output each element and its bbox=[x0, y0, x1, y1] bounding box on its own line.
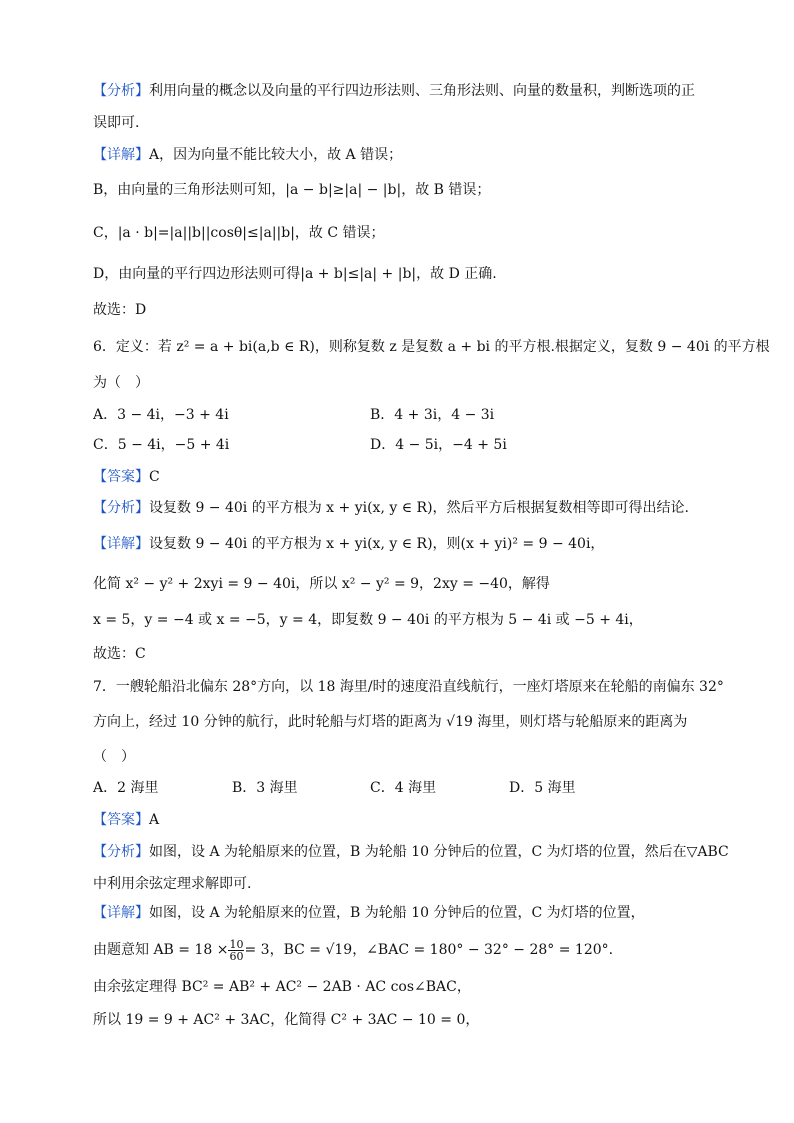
q7-analysis-2: 中利用余弦定理求解即可. bbox=[93, 876, 252, 892]
selection-line: 故选：D bbox=[93, 302, 147, 318]
q6-detail-2: 化简 x² − y² + 2xyi = 9 − 40i，所以 x² − y² = 9，2xy = −40，解得 bbox=[93, 576, 550, 592]
q7-detail-2: 由题意知 AB = 18 × $\frac{10}{60}$ = 3，BC = √19，∠BAC = 180° − 32° − 28° = 120°. bbox=[93, 937, 614, 963]
q6-detail: 【详解】设复数 9 − 40i 的平方根为 x + yi(x, y ∈ R)，则(x + yi)² = 9 − 40i， bbox=[93, 536, 605, 552]
detail-option-d: D，由向量的平行四边形法则可得|a + b|≤|a| + |b|，故 D 正确. bbox=[93, 266, 497, 282]
analysis-line: 【分析】利用向量的概念以及向量的平行四边形法则、三角形法则、向量的数量积，判断选项的正 bbox=[93, 83, 695, 99]
question-7-stem-3: （ ） bbox=[93, 749, 135, 765]
answer-tag: 【答案】 bbox=[93, 469, 149, 485]
q7-detail-4: 所以 19 = 9 + AC² + 3AC，化简得 C² + 3AC − 10 = 0， bbox=[93, 1012, 480, 1028]
q7-answer: 【答案】A bbox=[93, 812, 160, 828]
q6-detail-3: x = 5，y = −4 或 x = −5，y = 4，即复数 9 − 40i 的平方根为 5 − 4i 或 −5 + 4i， bbox=[93, 612, 643, 628]
detail-tag: 【详解】 bbox=[93, 536, 149, 552]
q7-analysis: 【分析】如图，设 A 为轮船原来的位置，B 为轮船 10 分钟后的位置，C 为灯塔的位置，然后在▽ABC bbox=[93, 844, 729, 860]
detail-option-c: C，|a · b|=|a||b||cosθ|≤|a||b|，故 C 错误； bbox=[93, 225, 385, 241]
fraction: $\frac{10}{60}$ bbox=[229, 937, 244, 963]
q6-option-c: C．5 − 4i，−5 + 4i bbox=[93, 437, 230, 453]
question-7-stem-2: 方向上，经过 10 分钟的航行，此时轮船与灯塔的距离为 √19 海里，则灯塔与轮船原来的距离为 bbox=[93, 714, 688, 730]
answer-tag: 【答案】 bbox=[93, 812, 149, 828]
detail-line: 【详解】A，因为向量不能比较大小，故 A 错误； bbox=[93, 147, 403, 163]
question-6-stem: 6．定义：若 z² = a + bi(a,b ∈ R)，则称复数 z 是复数 a + bi 的平方根.根据定义，复数 9 − 40i 的平方根 bbox=[93, 339, 770, 355]
q6-analysis: 【分析】设复数 9 − 40i 的平方根为 x + yi(x, y ∈ R)，然后平方后根据复数相等即可得出结论. bbox=[93, 500, 689, 516]
analysis-tag: 【分析】 bbox=[93, 83, 149, 99]
q7-option-d: D．5 海里 bbox=[509, 780, 576, 796]
question-6-stem-2: 为（ ） bbox=[93, 375, 149, 391]
q6-selection: 故选：C bbox=[93, 646, 146, 662]
q7-option-c: C．4 海里 bbox=[370, 780, 437, 796]
detail-tag: 【详解】 bbox=[93, 147, 149, 163]
analysis-tag: 【分析】 bbox=[93, 500, 149, 516]
analysis-line-2: 误即可. bbox=[93, 115, 140, 131]
detail-tag: 【详解】 bbox=[93, 905, 149, 921]
q7-option-b: B．3 海里 bbox=[232, 780, 298, 796]
q7-detail-3: 由余弦定理得 BC² = AB² + AC² − 2AB · AC cos∠BAC， bbox=[93, 979, 471, 995]
detail-option-b: B，由向量的三角形法则可知，|a − b|≥|a| − |b|，故 B 错误； bbox=[93, 182, 491, 198]
question-7-stem: 7．一艘轮船沿北偏东 28°方向，以 18 海里/时的速度沿直线航行，一座灯塔原来在轮船的南偏东 32° bbox=[93, 679, 724, 695]
analysis-tag: 【分析】 bbox=[93, 844, 149, 860]
q6-option-b: B．4 + 3i，4 − 3i bbox=[370, 407, 495, 423]
q7-detail: 【详解】如图，设 A 为轮船原来的位置，B 为轮船 10 分钟后的位置，C 为灯塔的位置， bbox=[93, 905, 645, 921]
q7-option-a: A．2 海里 bbox=[93, 780, 159, 796]
q6-option-d: D．4 − 5i，−4 + 5i bbox=[370, 437, 507, 453]
q6-option-a: A．3 − 4i，−3 + 4i bbox=[93, 407, 229, 423]
q6-answer: 【答案】C bbox=[93, 469, 160, 485]
